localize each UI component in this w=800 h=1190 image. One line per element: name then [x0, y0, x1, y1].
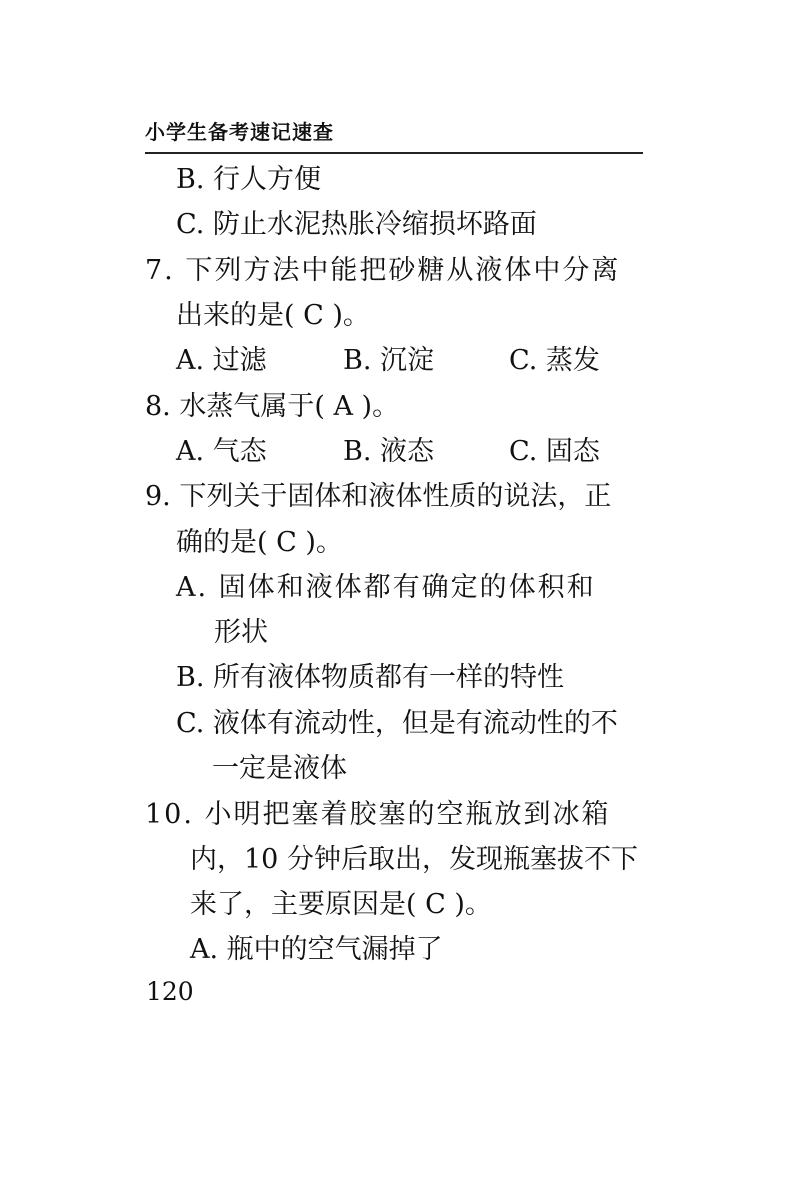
q7-option-c: C. 蒸发 [509, 345, 600, 376]
q10-text-line3: 来了，主要原因是( C )。 [190, 889, 492, 920]
q8-option-c: C. 固态 [509, 436, 600, 467]
q9-text-line1: 9. 下列关于固体和液体性质的说法，正 [145, 481, 612, 512]
page-number: 120 [146, 977, 194, 1006]
q6-option-c: C. 防止水泥热胀冷缩损坏路面 [176, 209, 537, 240]
q10-text-line2: 内，10 分钟后取出，发现瓶塞拔不下 [190, 844, 638, 875]
q7-text-line1: 7. 下列方法中能把砂糖从液体中分离 [145, 255, 621, 286]
q9-option-c-line1: C. 液体有流动性，但是有流动性的不 [176, 708, 618, 739]
q9-option-a-line1: A. 固体和液体都有确定的体积和 [176, 572, 596, 603]
q6-option-b: B. 行人方便 [176, 164, 322, 195]
page-header [145, 118, 643, 154]
q8-option-a: A. 气态 [176, 436, 267, 467]
q9-option-c-line2: 一定是液体 [212, 753, 347, 784]
q10-option-a: A. 瓶中的空气漏掉了 [190, 934, 443, 965]
q7-option-b: B. 沉淀 [343, 345, 435, 376]
book-title: 小学生备考速记速查 [145, 120, 334, 144]
q9-option-b: B. 所有液体物质都有一样的特性 [176, 662, 565, 693]
q10-text-line1: 10. 小明把塞着胶塞的空瓶放到冰箱 [145, 799, 611, 830]
q9-option-a-line2: 形状 [214, 617, 268, 648]
q7-text-line2: 出来的是( C )。 [176, 300, 370, 331]
q8-option-b: B. 液态 [343, 436, 435, 467]
q9-text-line2: 确的是( C )。 [176, 527, 343, 558]
q7-option-a: A. 过滤 [176, 345, 267, 376]
q8-text: 8. 水蒸气属于( A )。 [145, 391, 400, 422]
